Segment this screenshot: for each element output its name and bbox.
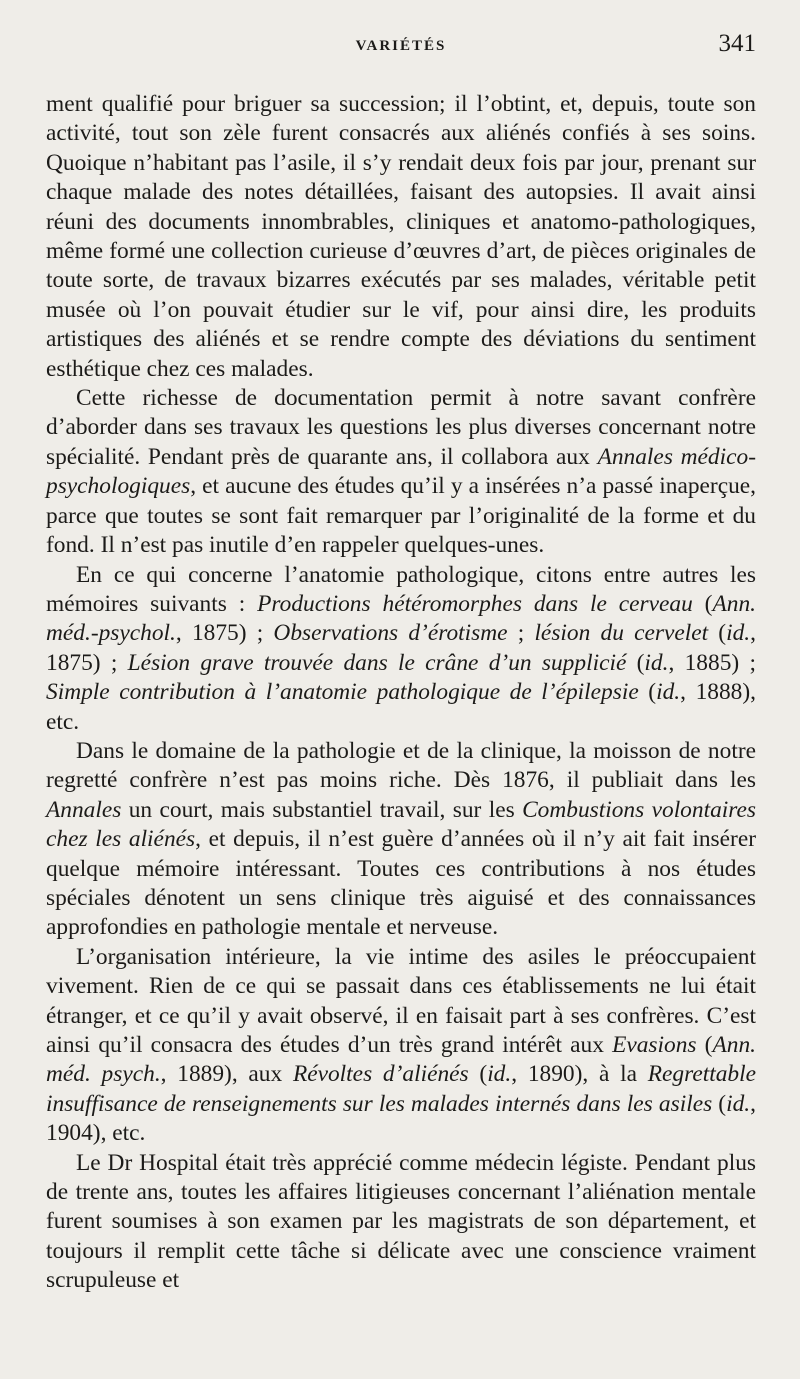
text-run: Cette richesse de documentation permit à notre savant confrère d’aborder dans ses travaux les questions les plus diverses concernant notre spécialité. Pendant près de quarante ans, il collabora aux bbox=[46, 385, 756, 470]
italic-title: id. bbox=[644, 649, 669, 676]
paragraph bbox=[46, 1149, 756, 1296]
text-run: , 1888), etc. bbox=[46, 679, 756, 735]
text-run: ( bbox=[712, 1090, 727, 1117]
text-run: , 1885) ; bbox=[668, 649, 756, 676]
page-number: 341 bbox=[718, 30, 756, 57]
italic-title: Combustions volontaires chez les aliénés bbox=[46, 796, 756, 853]
paragraph bbox=[46, 384, 756, 560]
italic-title: Lésion grave trouvée dans le crâne d’un supplicié bbox=[127, 649, 627, 676]
paragraph bbox=[46, 561, 756, 737]
text-run: , 1904), etc. bbox=[46, 1090, 757, 1147]
text-run: ( bbox=[468, 1061, 488, 1088]
italic-title: Observations d’érotisme bbox=[273, 620, 508, 647]
text-run: Dans le domaine de la pathologie et de la clinique, la moisson de notre regretté confrère n’est pas moins riche. Dès 1876, il publiait dans les bbox=[46, 737, 756, 794]
italic-title: id. bbox=[726, 1090, 751, 1117]
text-run: un court, mais substantiel travail, sur les bbox=[121, 796, 523, 823]
italic-title: Annales médico-psychologiques bbox=[46, 443, 756, 500]
text-run: , et depuis, il n’est guère d’années où il n’y ait fait insérer quelque mémoire intéressant. Toutes ces contributions à nos études spéciales dénotent un sens clinique très aiguisé et des connaissances approfondies en pathologie mentale et nerveuse. bbox=[46, 826, 756, 941]
text-run: Le Dr Hospital était très apprécié comme médecin légiste. Pendant plus de trente ans, toutes les affaires litigieuses concernant l’aliénation mentale furent soumises à son examen par les magistrats de son département, et toujours il remplit cette tâche si délicate avec une conscience vraiment scrupuleuse et bbox=[46, 1149, 756, 1294]
text-run: , et aucune des études qu’il y a insérées n’a passé inaperçue, parce que toutes se sont fait remarquer par l’originalité de la forme et du fond. Il n’est pas inutile d’en rappeler quelques-unes. bbox=[46, 473, 756, 559]
italic-title: id. bbox=[726, 620, 751, 647]
text-run: , 1889), aux bbox=[160, 1061, 293, 1088]
italic-title: Ann. méd.-psychol. bbox=[46, 590, 756, 647]
running-header bbox=[46, 26, 756, 66]
text-run: En ce qui concerne l’anatomie pathologique, citons entre autres les mémoires suivants : bbox=[46, 561, 756, 617]
paragraph bbox=[46, 943, 756, 1149]
running-title: VARIÉTÉS bbox=[355, 38, 447, 54]
text-run: , 1890), à la bbox=[511, 1061, 648, 1088]
italic-title: Révoltes d’aliénés bbox=[292, 1061, 469, 1088]
text-run: ment qualifié pour briguer sa succession; il l’obtint, et, depuis, toute son activité, tout son zèle furent consacrés aux aliénés confiés à ses soins. Quoique n’habitant pas l’asile, il s’y rendait deux fois par jour, prenant sur chaque malade des notes détaillées, faisant des autopsies. Il avait ainsi réuni des documents innombrables, cliniques et anatomo-pathologiques, même formé une collection curieuse d’œuvres d’art, de pièces originales de toute sorte, de travaux bizarres exécutés par ses malades, véritable petit musée où l’on pouvait étudier sur le vif, pour ainsi dire, les produits artistiques des aliénés et se rendre compte des déviations du sentiment esthétique chez ces malades. bbox=[46, 91, 756, 382]
italic-title: id. bbox=[656, 679, 681, 706]
italic-title: Productions hétéromorphes dans le cerveau bbox=[257, 590, 693, 617]
italic-title: id. bbox=[487, 1061, 512, 1088]
text-run: ( bbox=[638, 679, 657, 706]
text-run: ; bbox=[507, 620, 535, 647]
text-run: ( bbox=[692, 590, 713, 617]
paragraph bbox=[46, 90, 756, 384]
italic-title: lésion du cervelet bbox=[534, 620, 709, 647]
italic-title: Annales bbox=[46, 796, 122, 823]
text-run: ( bbox=[626, 649, 645, 676]
italic-title: Evasions bbox=[612, 1032, 697, 1058]
text-run: L’organisation intérieure, la vie intime des asiles le préoccupaient vivement. Rien de ce qui se passait dans ces établissements ne lui était étranger, et ce qu’il y avait observé, il en faisait part à ses confrères. C’est ainsi qu’il consacra des études d’un très grand intérêt aux bbox=[46, 943, 756, 1058]
italic-title: Simple contribution à l’anatomie pathologique de l’épilepsie bbox=[46, 679, 639, 706]
text-run: , 1875) ; bbox=[175, 620, 274, 647]
text-run: ( bbox=[696, 1032, 713, 1058]
text-run: ( bbox=[708, 620, 727, 647]
text-run: , 1875) ; bbox=[46, 620, 757, 676]
body-text bbox=[46, 90, 756, 1296]
paragraph bbox=[46, 737, 756, 943]
italic-title: Regrettable insuffisance de renseignements sur les malades internés dans les asiles bbox=[46, 1061, 756, 1117]
italic-title: Ann. méd. psych. bbox=[46, 1032, 757, 1088]
